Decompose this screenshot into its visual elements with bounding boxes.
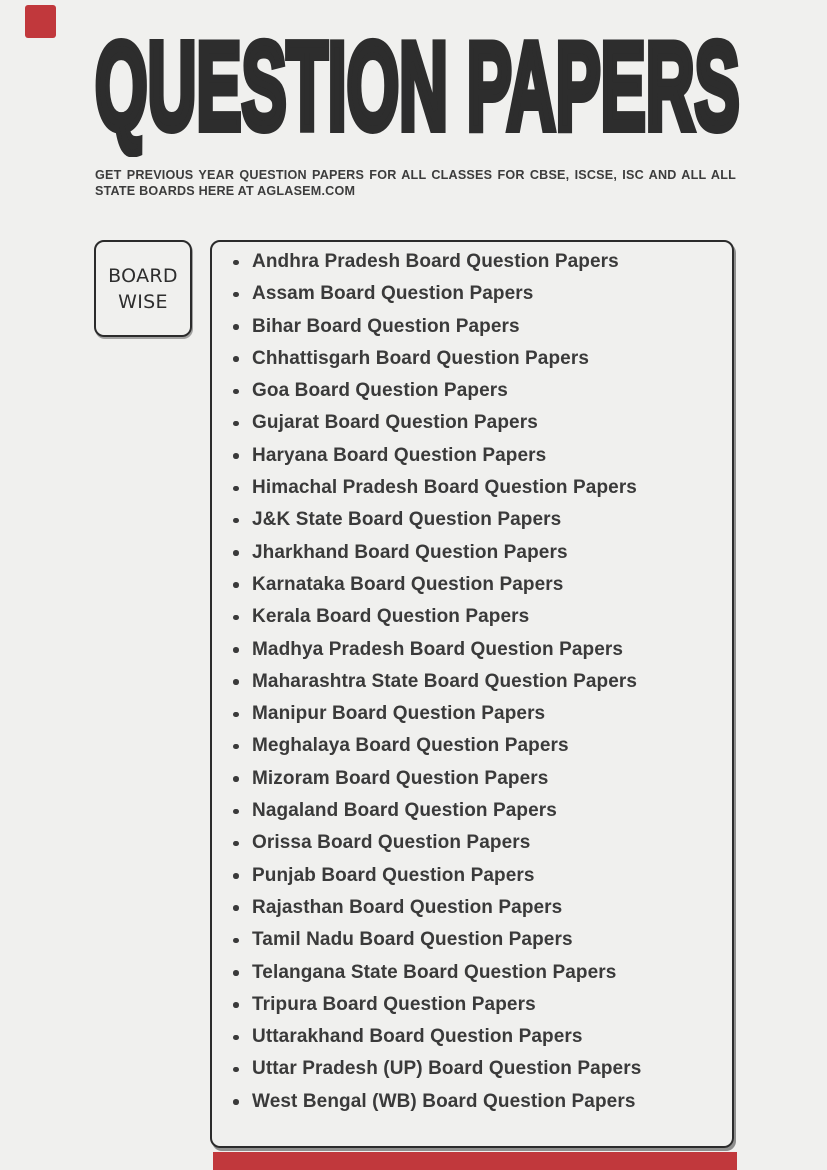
board-list-item: Madhya Pradesh Board Question Papers: [252, 634, 732, 666]
board-list-item: Goa Board Question Papers: [252, 375, 732, 407]
board-list-item: J&K State Board Question Papers: [252, 504, 732, 536]
board-list-item: West Bengal (WB) Board Question Papers: [252, 1086, 732, 1118]
board-list-item: Assam Board Question Papers: [252, 278, 732, 310]
page-subtitle: [95, 167, 736, 199]
red-accent-bar: [213, 1152, 737, 1170]
board-list-item: Tripura Board Question Papers: [252, 989, 732, 1021]
board-list-item: Bihar Board Question Papers: [252, 311, 732, 343]
board-list-item: Meghalaya Board Question Papers: [252, 730, 732, 762]
board-list-item: Manipur Board Question Papers: [252, 698, 732, 730]
board-list-item: Rajasthan Board Question Papers: [252, 892, 732, 924]
subtitle-line-1: GET PREVIOUS YEAR QUESTION PAPERS FOR ALL CLASSES FOR CBSE, ISCSE, ISC AND ALL ALL: [95, 168, 736, 182]
board-list-item: Tamil Nadu Board Question Papers: [252, 924, 732, 956]
board-list-item: Uttar Pradesh (UP) Board Question Papers: [252, 1053, 732, 1085]
board-list-item: Mizoram Board Question Papers: [252, 763, 732, 795]
board-wise-label-line-1: BOARD: [108, 264, 178, 287]
board-list-item: Maharashtra State Board Question Papers: [252, 666, 732, 698]
board-list-item: Gujarat Board Question Papers: [252, 407, 732, 439]
board-list-item: Punjab Board Question Papers: [252, 860, 732, 892]
board-list-item: Himachal Pradesh Board Question Papers: [252, 472, 732, 504]
board-list-item: Uttarakhand Board Question Papers: [252, 1021, 732, 1053]
board-list-item: Haryana Board Question Papers: [252, 440, 732, 472]
board-list: [252, 246, 732, 1118]
board-wise-badge: [94, 240, 192, 337]
board-list-item: Telangana State Board Question Papers: [252, 957, 732, 989]
board-list-item: Andhra Pradesh Board Question Papers: [252, 246, 732, 278]
red-accent-square: [25, 5, 56, 38]
board-wise-label-line-2: WISE: [118, 290, 168, 313]
subtitle-line-2: STATE BOARDS HERE AT AGLASEM.COM: [95, 184, 356, 198]
board-list-item: Kerala Board Question Papers: [252, 601, 732, 633]
board-list-item: Orissa Board Question Papers: [252, 827, 732, 859]
board-list-panel: [210, 240, 734, 1148]
page-title: QUESTION PAPERS: [95, 18, 740, 156]
board-list-item: Nagaland Board Question Papers: [252, 795, 732, 827]
board-list-item: Karnataka Board Question Papers: [252, 569, 732, 601]
board-list-item: Chhattisgarh Board Question Papers: [252, 343, 732, 375]
board-list-item: Jharkhand Board Question Papers: [252, 537, 732, 569]
